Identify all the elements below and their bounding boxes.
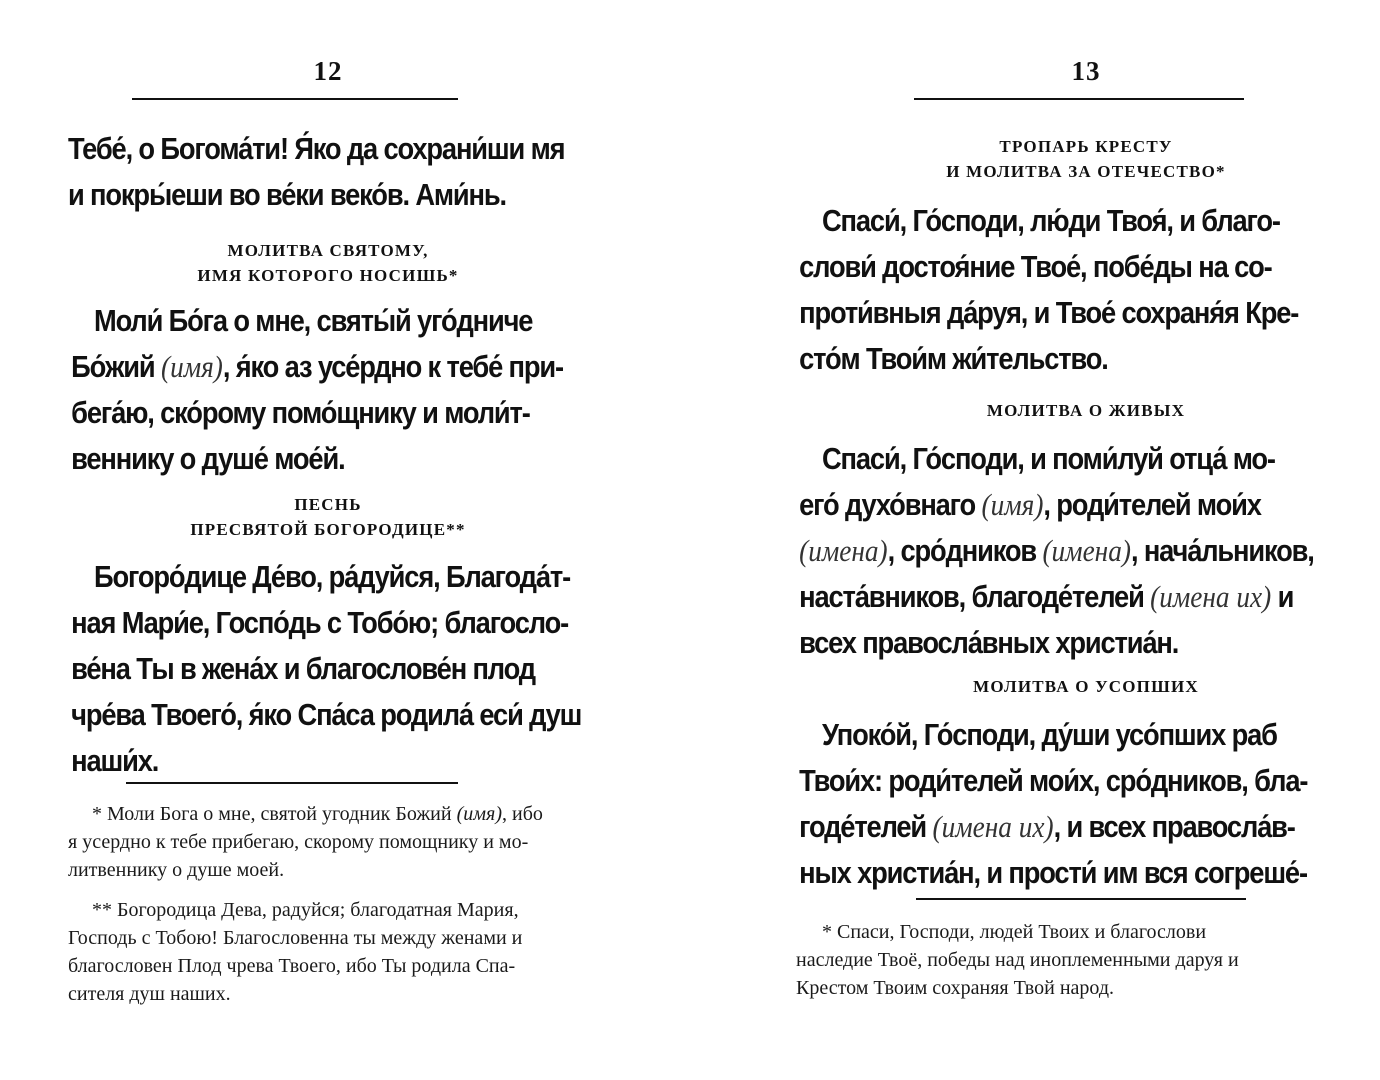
text-line: Бо́жий (имя), я́ко аз усе́рдно к тебе́ при- bbox=[71, 349, 563, 384]
prayer-cross bbox=[799, 198, 1341, 382]
footnote: ** Богородица Дева, радуйся; благодатная Мария, Господь с Тобою! Благословенна ты между женами и благословен Плод чрева Твоего, ибо Ты родила Спа- сителя душ наших. bbox=[68, 899, 523, 1005]
section-heading: МОЛИТВА О УСОПШИХ bbox=[973, 677, 1199, 696]
prayer-living bbox=[799, 436, 1341, 666]
section-heading: МОЛИТВА О ЖИВЫХ bbox=[986, 401, 1186, 420]
text-line: веннику о душе́ мое́й. bbox=[71, 441, 345, 476]
text-line: (имена), сро́дников (имена), нача́льников, bbox=[799, 533, 1314, 568]
text-line: сто́м Твои́м жи́тельство. bbox=[799, 341, 1108, 376]
section-heading: ПЕСНЬ ПРЕСВЯТОЙ БОГОРОДИЦЕ** bbox=[190, 495, 466, 539]
footnote: * Спаси, Господи, людей Твоих и благослови наследие Твоё, победы над иноплеменными даруя и Крестом Твоим сохраняя Твой народ. bbox=[796, 921, 1239, 999]
text-line: наста́вников, благоде́телей (имена их) и bbox=[799, 579, 1294, 614]
text-line: проти́вныя да́руя, и Твое́ сохраня́я Кре- bbox=[799, 295, 1299, 330]
text-line: всех правосла́вных христиа́н. bbox=[799, 625, 1179, 660]
text-line: Спаси́, Го́споди, лю́ди Твоя́, и благо- bbox=[822, 203, 1280, 238]
text-line: наши́х. bbox=[71, 743, 159, 778]
text-line: чре́ва Твоего́, я́ко Спа́са родила́ еси́ душ bbox=[71, 697, 582, 732]
footnote-rule bbox=[126, 782, 458, 784]
page-number: 13 bbox=[1071, 56, 1101, 86]
prayer-dead bbox=[799, 712, 1341, 896]
text-line: бега́ю, ско́рому помо́щнику и моли́т- bbox=[71, 395, 530, 430]
footnote-rule bbox=[916, 898, 1246, 900]
text-line: и покры́еши во ве́ки веко́в. Ами́нь. bbox=[68, 177, 506, 212]
footnote: * Моли Бога о мне, святой угодник Божий (имя), ибо я усердно к тебе прибегаю, скорому помощнику и мо- литвеннику о душе моей. bbox=[68, 803, 543, 881]
text-line: его́ духо́внаго (имя), роди́телей мои́х bbox=[799, 487, 1261, 522]
prayer-song bbox=[71, 554, 613, 784]
text-line: Богоро́дице Де́во, ра́дуйся, Благода́т- bbox=[94, 559, 571, 594]
text-line: Тебе́, о Богома́ти! Я́ко да сохрани́ши мя bbox=[68, 131, 565, 166]
section-heading: ТРОПАРЬ КРЕСТУ И МОЛИТВА ЗА ОТЕЧЕСТВО* bbox=[946, 137, 1226, 181]
section-heading: МОЛИТВА СВЯТОМУ, ИМЯ КОТОРОГО НОСИШЬ* bbox=[197, 241, 459, 285]
text-line: ных христиа́н, и прости́ им вся согреше́- bbox=[799, 855, 1307, 890]
text-line: Спаси́, Го́споди, и поми́луй отца́ мо- bbox=[822, 441, 1275, 476]
header-rule bbox=[132, 98, 458, 100]
page-number: 12 bbox=[313, 56, 343, 86]
text-line: Твои́х: роди́телей мои́х, сро́дников, бла- bbox=[799, 763, 1308, 798]
prayer-saint bbox=[71, 298, 613, 482]
text-line: Моли́ Бо́га о мне, святы́й уго́дниче bbox=[94, 303, 533, 338]
text-line: Упоко́й, Го́споди, ду́ши усо́пших раб bbox=[822, 717, 1277, 752]
header-rule bbox=[914, 98, 1244, 100]
text-line: ная Мари́е, Госпо́дь с Тобо́ю; благосло- bbox=[71, 605, 569, 640]
text-line: ве́на Ты в жена́х и благослове́н плод bbox=[71, 651, 535, 686]
text-line: слови́ достоя́ние Твое́, побе́ды на со- bbox=[799, 249, 1272, 284]
text-line: годе́телей (имена их), и всех правосла́в- bbox=[799, 809, 1295, 844]
intro-text bbox=[68, 126, 587, 218]
